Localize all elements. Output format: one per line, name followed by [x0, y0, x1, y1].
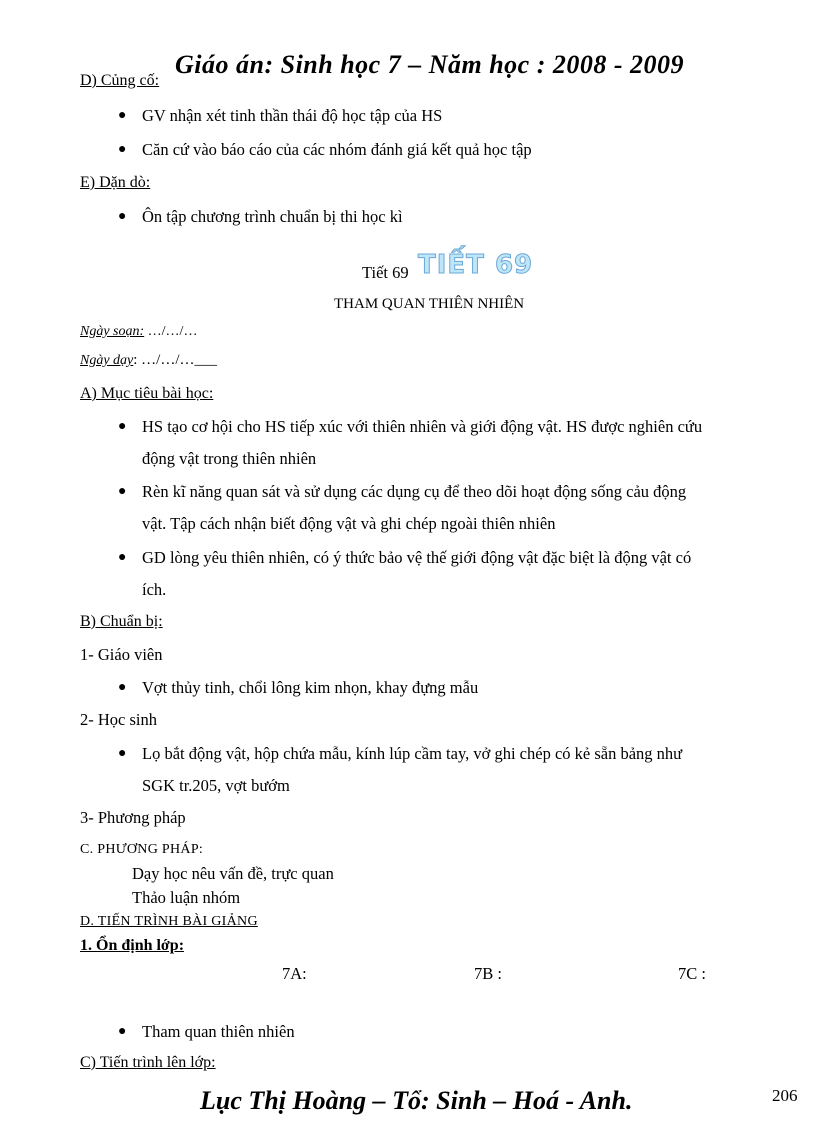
student-item-1-line-2: SGK tr.205, vợt bướm: [142, 776, 290, 795]
class-7a: 7A:: [282, 964, 307, 983]
objective-2-line-2: vật. Tập cách nhận biết động vật và ghi chép ngoài thiên nhiên: [142, 514, 556, 533]
objective-2-line-1: Rèn kĩ năng quan sát và sử dụng các dụng cụ để theo dõi hoạt động sống cảu động: [142, 482, 687, 501]
teach-date-value: : …/…/…: [133, 352, 195, 368]
prep-date-value: …/…/…: [144, 324, 198, 339]
objectives-heading: A) Mục tiêu bài học:: [80, 385, 214, 402]
page-footer: Lục Thị Hoàng – Tổ: Sinh – Hoá - Anh.: [200, 1086, 633, 1115]
homework-item-1: Ôn tập chương trình chuẩn bị thi học kì: [142, 207, 403, 226]
method-heading: C. PHƯƠNG PHÁP:: [80, 842, 204, 857]
lesson-subtitle: THAM QUAN THIÊN NHIÊN: [334, 296, 525, 312]
class-7c: 7C :: [678, 964, 706, 983]
bullet-icon: ●: [118, 108, 127, 123]
prep-date: [80, 324, 197, 340]
process-next-heading: C) Tiến trình lên lớp:: [80, 1054, 216, 1071]
student-label: 2- Học sinh: [80, 710, 157, 729]
bullet-icon: ●: [118, 484, 127, 499]
preparation-heading: B) Chuẩn bị:: [80, 613, 163, 630]
bullet-icon: ●: [118, 680, 127, 695]
objective-1-line-2: động vật trong thiên nhiên: [142, 449, 317, 468]
teach-date-blank: ___: [194, 352, 218, 368]
process-heading: D. TIẾN TRÌNH BÀI GIẢNG: [80, 914, 258, 929]
prep-date-label: Ngày soạn:: [80, 324, 145, 339]
teach-date-label: Ngày dạy: [80, 353, 134, 368]
class-7b: 7B :: [474, 964, 502, 983]
consolidation-heading: D) Củng cố:: [80, 72, 160, 89]
bullet-icon: ●: [118, 1024, 127, 1039]
bullet-icon: ●: [118, 419, 127, 434]
lesson-art-title: TIẾT 69: [418, 250, 534, 280]
method-item-1: Dạy học nêu vấn đề, trực quan: [132, 864, 334, 883]
objective-3-line-1: GD lòng yêu thiên nhiên, có ý thức bảo vệ thế giới động vật đặc biệt là động vật có: [142, 548, 692, 567]
objective-3-line-2: ích.: [142, 580, 167, 599]
homework-heading: E) Dặn dò:: [80, 174, 151, 191]
bullet-icon: ●: [118, 550, 127, 565]
page-header: Giáo án: Sinh học 7 – Năm học : 2008 - 2009: [175, 50, 685, 79]
teach-date: [80, 352, 217, 369]
method-label: 3- Phương pháp: [80, 808, 186, 827]
consolidation-item-2: Căn cứ vào báo cáo của các nhóm đánh giá kết quả học tập: [142, 140, 532, 159]
teacher-label: 1- Giáo viên: [80, 645, 163, 664]
process-item-1: Tham quan thiên nhiên: [142, 1022, 295, 1041]
bullet-icon: ●: [118, 142, 127, 157]
teacher-item-1: Vợt thủy tinh, chổi lông kim nhọn, khay đựng mẫu: [142, 678, 479, 697]
student-item-1-line-1: Lọ bắt động vật, hộp chứa mẫu, kính lúp cầm tay, vở ghi chép có kẻ sẵn bảng như: [142, 744, 683, 763]
consolidation-item-1: GV nhận xét tinh thần thái độ học tập của HS: [142, 106, 443, 125]
method-item-2: Thảo luận nhóm: [132, 888, 241, 907]
process-step-1: 1. Ổn định lớp:: [80, 937, 185, 954]
bullet-icon: ●: [118, 746, 127, 761]
page-number: 206: [772, 1086, 798, 1105]
objective-1-line-1: HS tạo cơ hội cho HS tiếp xúc với thiên nhiên và giới động vật. HS được nghiên cứu: [142, 417, 703, 436]
lesson-label: Tiết 69: [362, 263, 409, 282]
bullet-icon: ●: [118, 209, 127, 224]
